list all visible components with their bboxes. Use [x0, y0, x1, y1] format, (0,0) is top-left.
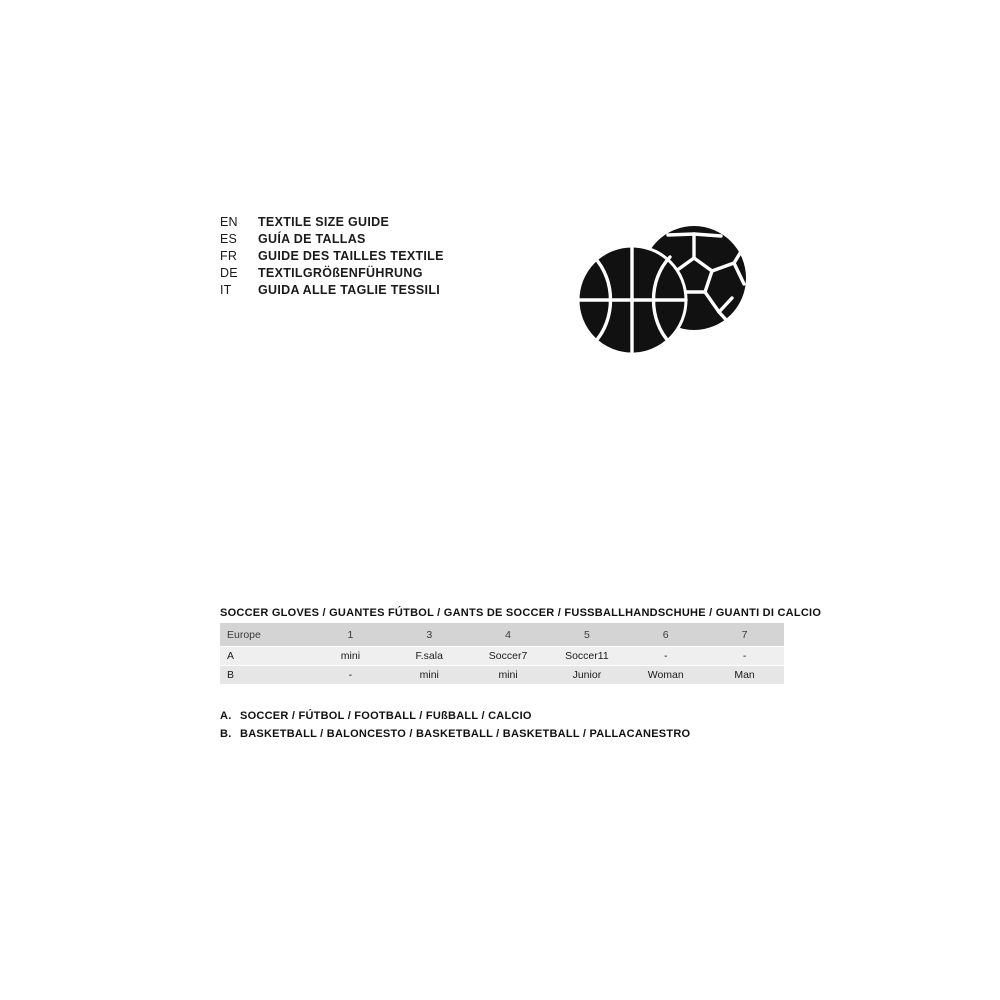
language-title: TEXTILGRÖßENFÜHRUNG [258, 266, 423, 280]
language-title: GUIDE DES TAILLES TEXTILE [258, 249, 444, 263]
legend-text: BASKETBALL / BALONCESTO / BASKETBALL / BASKETBALL / PALLACANESTRO [240, 728, 691, 740]
table-cell: Soccer11 [547, 647, 626, 666]
table-caption: SOCCER GLOVES / GUANTES FÚTBOL / GANTS DE SOCCER / FUSSBALLHANDSCHUHE / GUANTI DI CALCIO [220, 607, 822, 619]
balls-illustration [556, 222, 766, 362]
table-row-label: A [220, 647, 311, 666]
size-table-section [220, 607, 822, 743]
size-table [220, 623, 784, 685]
table-cell: mini [311, 647, 390, 666]
table-header [220, 623, 784, 647]
language-code: IT [220, 283, 232, 297]
table-cell: mini [390, 666, 469, 685]
table-header-cell: 1 [311, 623, 390, 647]
table-cell: Woman [626, 666, 705, 685]
legend-row-b [220, 725, 784, 743]
legend-key: A. [220, 710, 232, 722]
table-cell: Soccer7 [469, 647, 548, 666]
table-cell: - [311, 666, 390, 685]
table-cell: F.sala [390, 647, 469, 666]
table-header-cell: 5 [547, 623, 626, 647]
table-row [220, 647, 784, 666]
language-code: EN [220, 215, 238, 229]
language-row [220, 214, 540, 231]
table-cell: - [626, 647, 705, 666]
legend-key: B. [220, 728, 232, 740]
basketball-and-soccer-ball-icon [556, 222, 766, 362]
table-header-cell: 6 [626, 623, 705, 647]
table-header-row [220, 623, 784, 647]
language-row [220, 282, 540, 299]
table-header-cell: 4 [469, 623, 548, 647]
language-title: TEXTILE SIZE GUIDE [258, 215, 390, 229]
language-code: ES [220, 232, 238, 246]
table-body [220, 647, 784, 685]
legend-text: SOCCER / FÚTBOL / FOOTBALL / FUßBALL / CALCIO [240, 710, 532, 722]
language-title-block [220, 214, 540, 299]
table-row [220, 666, 784, 685]
language-row [220, 248, 540, 265]
language-row [220, 231, 540, 248]
legend [220, 707, 784, 743]
legend-row-a [220, 707, 784, 725]
language-code: DE [220, 266, 238, 280]
table-cell: mini [469, 666, 548, 685]
language-title: GUIDA ALLE TAGLIE TESSILI [258, 283, 441, 297]
table-row-label: B [220, 666, 311, 685]
table-header-cell-europe: Europe [220, 623, 311, 647]
table-header-cell: 3 [390, 623, 469, 647]
table-header-cell: 7 [705, 623, 784, 647]
table-cell: - [705, 647, 784, 666]
language-code: FR [220, 249, 238, 263]
table-cell: Junior [547, 666, 626, 685]
language-title: GUÍA DE TALLAS [258, 232, 366, 246]
language-row [220, 265, 540, 282]
table-cell: Man [705, 666, 784, 685]
